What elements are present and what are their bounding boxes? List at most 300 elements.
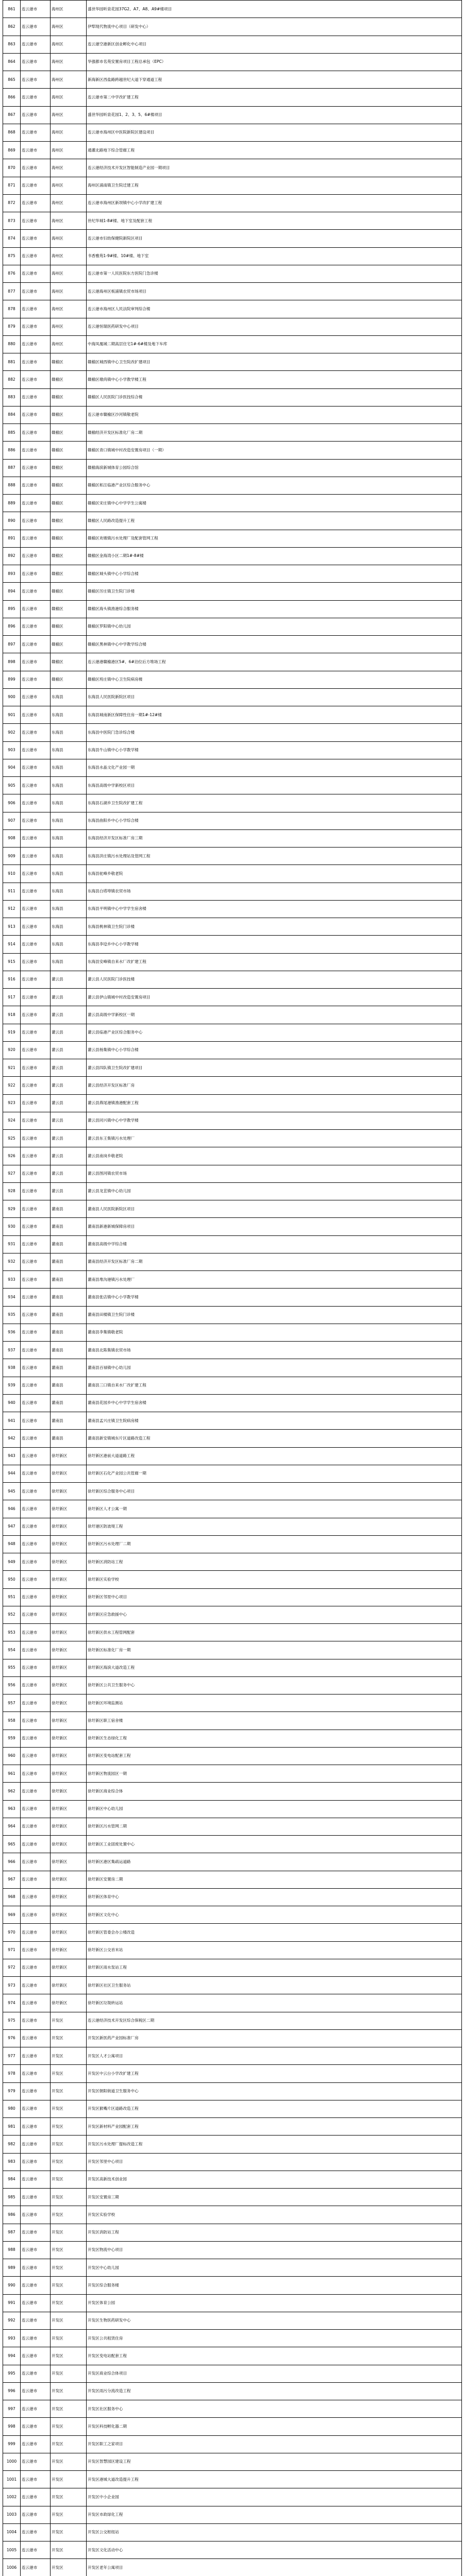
row-district: 东海县 [51,741,87,759]
row-city: 连云港市 [21,583,51,600]
row-number: 913 [3,918,21,936]
row-number: 891 [3,530,21,547]
row-number: 948 [3,1535,21,1553]
row-project: 徐圩新区文化中心 [87,1906,462,1924]
row-district: 徐圩新区 [51,1888,87,1906]
row-project: 东海县牛山镇中心小学教学楼 [87,741,462,759]
table-row [3,530,462,547]
row-project: 连云港恒瑞医药研发中心项目 [87,318,462,335]
row-project: 东海县白塔埠镇农贸市场 [87,883,462,900]
row-district: 开发区 [51,2471,87,2488]
row-project: 灌云县燕尾港镇渔港配套工程 [87,1094,462,1112]
row-project: 灌南县北陈集镇农贸市场 [87,1342,462,1359]
row-district: 海州区 [51,212,87,230]
row-city: 连云港市 [21,1324,51,1341]
row-project: 开发区市政绿化工程 [87,2506,462,2523]
row-project: 赣榆区厉庄镇卫生院门诊楼 [87,583,462,600]
row-project: 徐圩新区供水工程管网配套 [87,1624,462,1641]
row-district: 灌云县 [51,1165,87,1182]
table-row [3,1430,462,1447]
row-city: 连云港市 [21,283,51,300]
row-number: 943 [3,1447,21,1465]
row-district: 赣榆区 [51,353,87,371]
row-district: 徐圩新区 [51,1465,87,1482]
table-row [3,212,462,230]
row-city: 连云港市 [21,2118,51,2136]
table-row [3,1412,462,1430]
row-city: 连云港市 [21,953,51,971]
row-project: 灌云县四队镇卫生院改扩建项目 [87,1059,462,1077]
row-district: 东海县 [51,936,87,953]
table-row [3,865,462,883]
table-row [3,1218,462,1235]
row-district: 徐圩新区 [51,1659,87,1676]
row-city: 连云港市 [21,1412,51,1430]
row-city: 连云港市 [21,1182,51,1200]
table-row [3,1394,462,1412]
table-row [3,636,462,653]
row-city: 连云港市 [21,1359,51,1377]
row-project: 开发区安置房三期 [87,2189,462,2206]
table-row [3,1712,462,1730]
row-project: 灌南县百禄镇中心幼儿园 [87,1359,462,1377]
table-row [3,177,462,194]
row-city: 连云港市 [21,1783,51,1800]
row-city: 连云港市 [21,2347,51,2365]
table-row [3,318,462,335]
table-row [3,1447,462,1465]
table-row [3,1977,462,1994]
row-number: 878 [3,300,21,318]
row-city: 连云港市 [21,1924,51,1941]
row-city: 连云港市 [21,1571,51,1588]
table-row [3,829,462,847]
table-row [3,936,462,953]
row-district: 海州区 [51,177,87,194]
table-row [3,106,462,124]
row-number: 958 [3,1712,21,1730]
row-number: 993 [3,2330,21,2347]
row-district: 开发区 [51,2277,87,2294]
row-district: 海州区 [51,71,87,89]
row-number: 957 [3,1694,21,1712]
row-city: 连云港市 [21,442,51,459]
row-city: 连云港市 [21,1624,51,1641]
row-city: 连云港市 [21,512,51,530]
row-district: 徐圩新区 [51,1447,87,1465]
table-row [3,600,462,618]
row-city: 连云港市 [21,2047,51,2065]
row-city: 连云港市 [21,1006,51,1024]
row-number: 866 [3,89,21,106]
row-district: 徐圩新区 [51,1783,87,1800]
table-row [3,1836,462,1853]
row-project: 灌南县经济开发区标准厂房二期 [87,1253,462,1270]
row-project: 灌云县人民医院门诊医技楼 [87,971,462,988]
row-city: 连云港市 [21,247,51,265]
row-number: 924 [3,1112,21,1129]
row-number: 999 [3,2435,21,2453]
row-project: 徐圩新区公共卫生服务中心 [87,1676,462,1694]
row-city: 连云港市 [21,124,51,141]
row-district: 开发区 [51,2082,87,2100]
table-row [3,741,462,759]
row-city: 连云港市 [21,618,51,635]
row-number: 909 [3,848,21,865]
row-district: 灌南县 [51,1271,87,1289]
row-city: 连云港市 [21,18,51,36]
table-row [3,2082,462,2100]
table-row [3,2453,462,2470]
row-project: 东海县洪庄镇污水处理站及管网工程 [87,848,462,865]
row-district: 灌云县 [51,989,87,1006]
row-number: 890 [3,512,21,530]
row-city: 连云港市 [21,406,51,423]
row-number: 940 [3,1394,21,1412]
table-row [3,388,462,406]
row-project: 开发区高新技术创业园 [87,2171,462,2188]
row-number: 911 [3,883,21,900]
row-city: 连云港市 [21,353,51,371]
row-city: 连云港市 [21,2382,51,2400]
table-row [3,777,462,794]
row-project: 连云港市海州区中医院新院区建设项目 [87,124,462,141]
row-district: 徐圩新区 [51,1818,87,1835]
table-row [3,1235,462,1253]
table-row [3,953,462,971]
row-district: 开发区 [51,2153,87,2171]
row-city: 连云港市 [21,2506,51,2523]
row-city: 连云港市 [21,36,51,53]
row-number: 966 [3,1853,21,1871]
row-district: 徐圩新区 [51,1712,87,1730]
table-row [3,1730,462,1747]
row-project: 赣榆区城西镇中心卫生院改扩建项目 [87,353,462,371]
table-row [3,688,462,706]
row-city: 连云港市 [21,653,51,671]
row-city: 连云港市 [21,1977,51,1994]
row-city: 连云港市 [21,2189,51,2206]
row-number: 994 [3,2347,21,2365]
row-number: 908 [3,829,21,847]
table-row [3,1483,462,1500]
row-number: 874 [3,230,21,247]
row-project: 灌南县人民医院新院区项目 [87,1200,462,1218]
row-project: 连云港市海州区人民法院审判综合楼 [87,300,462,318]
table-row [3,2259,462,2277]
row-district: 灌南县 [51,1253,87,1270]
row-number: 979 [3,2082,21,2100]
row-number: 925 [3,1130,21,1147]
table-row [3,2347,462,2365]
row-district: 开发区 [51,2029,87,2047]
row-project: 开发区科技孵化器二期 [87,2418,462,2435]
table-row [3,1289,462,1306]
row-number: 872 [3,194,21,212]
table-row [3,2400,462,2418]
row-number: 981 [3,2118,21,2136]
table-row [3,300,462,318]
row-city: 连云港市 [21,318,51,335]
row-city: 连云港市 [21,530,51,547]
table-row [3,512,462,530]
table-row [3,335,462,353]
row-project: 开发区邻里中心项目 [87,2153,462,2171]
row-city: 连云港市 [21,1377,51,1394]
row-number: 930 [3,1218,21,1235]
row-city: 连云港市 [21,1518,51,1535]
row-number: 947 [3,1518,21,1535]
row-city: 连云港市 [21,2523,51,2541]
row-district: 海州区 [51,106,87,124]
row-city: 连云港市 [21,1,51,18]
table-row [3,1077,462,1094]
row-district: 徐圩新区 [51,1871,87,1888]
row-city: 连云港市 [21,1730,51,1747]
table-row [3,2118,462,2136]
row-number: 900 [3,688,21,706]
row-number: 949 [3,1553,21,1571]
row-project: 徐圩港区防波堤工程 [87,1518,462,1535]
row-project: 徐圩新区综合服务中心项目 [87,1483,462,1500]
row-project: 开发区体育公园 [87,2294,462,2312]
row-city: 连云港市 [21,212,51,230]
table-row [3,2382,462,2400]
table-row [3,1641,462,1659]
table-row [3,918,462,936]
row-project: 赣榆经济开发区标准化厂房二期 [87,424,462,442]
table-row [3,1500,462,1518]
row-project: 赣榆区柘汪临港产业区综合服务中心 [87,477,462,494]
row-number: 870 [3,159,21,177]
row-district: 海州区 [51,283,87,300]
row-city: 连云港市 [21,371,51,388]
table-row [3,2047,462,2065]
row-number: 986 [3,2206,21,2224]
row-number: 983 [3,2153,21,2171]
row-district: 东海县 [51,794,87,812]
row-project: 灌南县三口镇自来水厂改扩建工程 [87,1377,462,1394]
table-row [3,1659,462,1676]
row-number: 927 [3,1165,21,1182]
row-city: 连云港市 [21,2488,51,2506]
row-project: 徐圩新区安置房二期 [87,1871,462,1888]
table-row [3,848,462,865]
row-district: 海州区 [51,142,87,159]
row-project: 徐圩新区应急救援中心 [87,1606,462,1623]
row-district: 开发区 [51,2523,87,2541]
row-city: 连云港市 [21,1500,51,1518]
row-number: 902 [3,724,21,741]
row-project: 灌南县高级中学综合楼 [87,1235,462,1253]
row-project: 灌云县东王集镇污水处理厂 [87,1130,462,1147]
table-row [3,1676,462,1694]
row-project: 徐圩新区公交首末站 [87,1941,462,1959]
row-project: 东海县水晶文化产业园一期 [87,759,462,776]
row-number: 998 [3,2418,21,2435]
row-number: 865 [3,71,21,89]
row-city: 连云港市 [21,2065,51,2082]
table-row [3,2065,462,2082]
row-project: 开发区职工之家项目 [87,2435,462,2453]
row-number: 974 [3,1994,21,2012]
row-project: 华强都市名苑安置房项目工程总承包（EPC） [87,53,462,71]
row-district: 徐圩新区 [51,1553,87,1571]
row-district: 开发区 [51,2382,87,2400]
row-number: 881 [3,353,21,371]
row-district: 灌南县 [51,1394,87,1412]
row-project: 赣榆区海头镇渔港综合服务楼 [87,600,462,618]
row-project: 赣榆海滨新城体育公园综合馆 [87,459,462,477]
row-city: 连云港市 [21,1342,51,1359]
row-district: 徐圩新区 [51,1588,87,1606]
row-district: 徐圩新区 [51,1500,87,1518]
row-city: 连云港市 [21,388,51,406]
table-row [3,2541,462,2559]
row-project: 开发区变电站配套工程 [87,2347,462,2365]
row-city: 连云港市 [21,1836,51,1853]
row-number: 922 [3,1077,21,1094]
table-row [3,2012,462,2029]
row-number: 901 [3,706,21,724]
table-row [3,1182,462,1200]
row-project: 徐圩新区环境监测站 [87,1694,462,1712]
row-city: 连云港市 [21,459,51,477]
row-district: 赣榆区 [51,459,87,477]
row-number: 977 [3,2047,21,2065]
row-district: 赣榆区 [51,371,87,388]
table-row [3,706,462,724]
table-row [3,1959,462,1976]
table-row [3,1130,462,1147]
table-row [3,18,462,36]
row-city: 连云港市 [21,1712,51,1730]
row-project: 东海县桃林镇卫生院门诊楼 [87,918,462,936]
table-row [3,971,462,988]
row-district: 徐圩新区 [51,1994,87,2012]
row-number: 991 [3,2294,21,2312]
table-row [3,2312,462,2329]
row-number: 875 [3,247,21,265]
row-project: 灌云县高级中学新校区一期 [87,1006,462,1024]
row-city: 连云港市 [21,159,51,177]
row-district: 徐圩新区 [51,1853,87,1871]
row-project: 连云港经济技术开发区智能制造产业园一期项目 [87,159,462,177]
table-row [3,1800,462,1818]
row-project: 开发区中云台小学改扩建工程 [87,2065,462,2082]
row-number: 899 [3,671,21,688]
row-project: 徐圩新区物流园区一期 [87,1765,462,1783]
row-number: 959 [3,1730,21,1747]
row-district: 徐圩新区 [51,1624,87,1641]
row-city: 连云港市 [21,2029,51,2047]
row-district: 徐圩新区 [51,1641,87,1659]
row-project: 灌南县田楼镇卫生院门诊楼 [87,1306,462,1324]
table-row [3,1694,462,1712]
row-district: 灌云县 [51,1094,87,1112]
row-project: 连云港港赣榆港区5#、6#泊位后方堆场工程 [87,653,462,671]
row-project: 开发区公共租赁住房 [87,2330,462,2347]
table-row [3,406,462,423]
row-project: 连云港海州区板浦镇农贸市场项目 [87,283,462,300]
row-district: 赣榆区 [51,424,87,442]
row-number: 910 [3,865,21,883]
row-district: 海州区 [51,36,87,53]
row-number: 883 [3,388,21,406]
row-district: 灌云县 [51,1024,87,1041]
row-number: 1006 [3,2559,21,2576]
row-number: 995 [3,2365,21,2382]
row-project: 连云港空港新区创业孵化中心项目 [87,36,462,53]
row-project: 灌云县经济开发区标准厂房 [87,1077,462,1094]
row-project: 徐圩新区工业固废处置中心 [87,1836,462,1853]
table-row [3,989,462,1006]
row-city: 连云港市 [21,1588,51,1606]
row-number: 1002 [3,2488,21,2506]
row-city: 连云港市 [21,1941,51,1959]
row-number: 864 [3,53,21,71]
row-district: 开发区 [51,2488,87,2506]
row-district: 赣榆区 [51,671,87,688]
row-city: 连云港市 [21,1077,51,1094]
row-city: 连云港市 [21,2453,51,2470]
row-number: 919 [3,1024,21,1041]
row-city: 连云港市 [21,1447,51,1465]
row-city: 连云港市 [21,194,51,212]
row-number: 938 [3,1359,21,1377]
table-row [3,89,462,106]
row-district: 海州区 [51,335,87,353]
row-district: 灌云县 [51,1130,87,1147]
row-number: 935 [3,1306,21,1324]
row-city: 连云港市 [21,495,51,512]
table-row [3,442,462,459]
row-district: 徐圩新区 [51,1836,87,1853]
table-row [3,1006,462,1024]
row-district: 海州区 [51,89,87,106]
table-row [3,2100,462,2117]
row-project: 赣榆区青口镇城中村改造安置房项目（一期） [87,442,462,459]
row-number: 968 [3,1888,21,1906]
row-district: 东海县 [51,953,87,971]
row-district: 赣榆区 [51,388,87,406]
row-district: 东海县 [51,706,87,724]
row-number: 917 [3,989,21,1006]
row-project: 开发区中心幼儿园 [87,2259,462,2277]
row-project: 赣榆区班庄镇中心卫生院病房楼 [87,671,462,688]
row-project: 徐圩新区雨水泵站工程 [87,1959,462,1976]
row-district: 徐圩新区 [51,1676,87,1694]
row-district: 灌云县 [51,1112,87,1129]
row-city: 连云港市 [21,1271,51,1289]
table-row [3,2153,462,2171]
row-city: 连云港市 [21,565,51,583]
row-city: 连云港市 [21,335,51,353]
row-city: 连云港市 [21,812,51,829]
table-row [3,1165,462,1182]
row-district: 徐圩新区 [51,1483,87,1500]
row-number: 951 [3,1588,21,1606]
table-row [3,1112,462,1129]
row-city: 连云港市 [21,547,51,565]
row-number: 1005 [3,2541,21,2559]
row-district: 开发区 [51,2047,87,2065]
row-number: 904 [3,759,21,776]
row-number: 944 [3,1465,21,1482]
row-district: 开发区 [51,2312,87,2329]
table-row [3,36,462,53]
table-row [3,900,462,918]
